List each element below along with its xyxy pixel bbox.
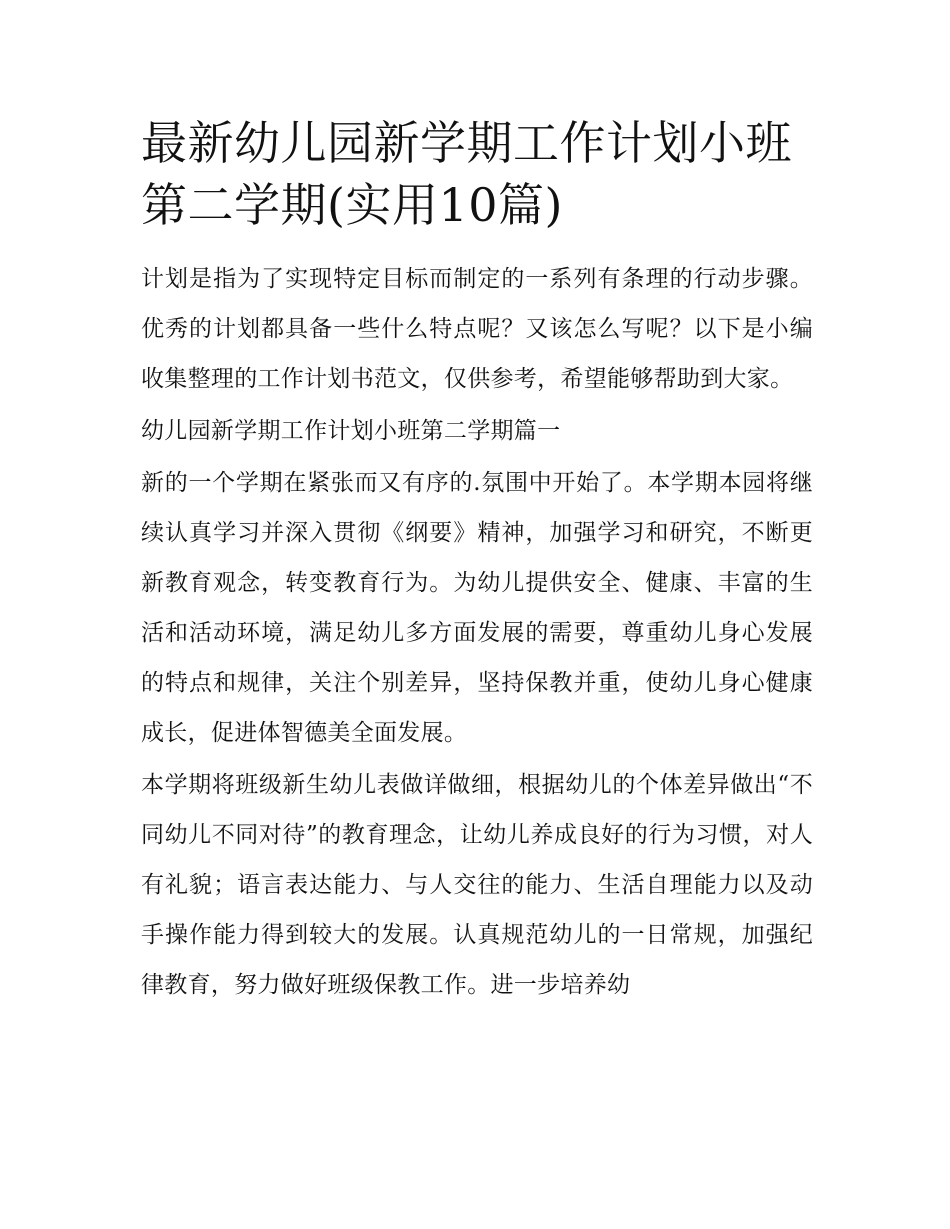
section-heading: 幼儿园新学期工作计划小班第二学期篇一 — [141, 418, 561, 444]
intro-paragraph: 计划是指为了实现特定目标而制定的一系列有条理的行动步骤。优秀的计划都具备一些什么特点呢？又该怎么写呢？以下是小编收集整理的工作计划书范文，仅供参考，希望能够帮助到大家。 — [141, 266, 813, 392]
document-body — [141, 112, 813, 1012]
body-paragraph: 本学期将班级新生幼儿表做详做细，根据幼儿的个体差异做出“不同幼儿不同对待”的教育理念，让幼儿养成良好的行为习惯，对人有礼貌；语言表达能力、与人交往的能力、生活自理能力以及动手操作能力得到较大的发展。认真规范幼儿的一日常规，加强纪律教育，努力做好班级保教工作。进一步培养幼 — [141, 772, 813, 998]
body-paragraph: 新的一个学期在紧张而又有序的.氛围中开始了。本学期本园将继续认真学习并深入贯彻《纲要》精神，加强学习和研究，不断更新教育观念，转变教育行为。为幼儿提供安全、健康、丰富的生活和活动环境，满足幼儿多方面发展的需要，尊重幼儿身心发展的特点和规律，关注个别差异，坚持保教并重，使幼儿身心健康成长，促进体智德美全面发展。 — [141, 470, 813, 746]
document-title: 最新幼儿园新学期工作计划小班第二学期(实用10篇) — [141, 116, 792, 232]
